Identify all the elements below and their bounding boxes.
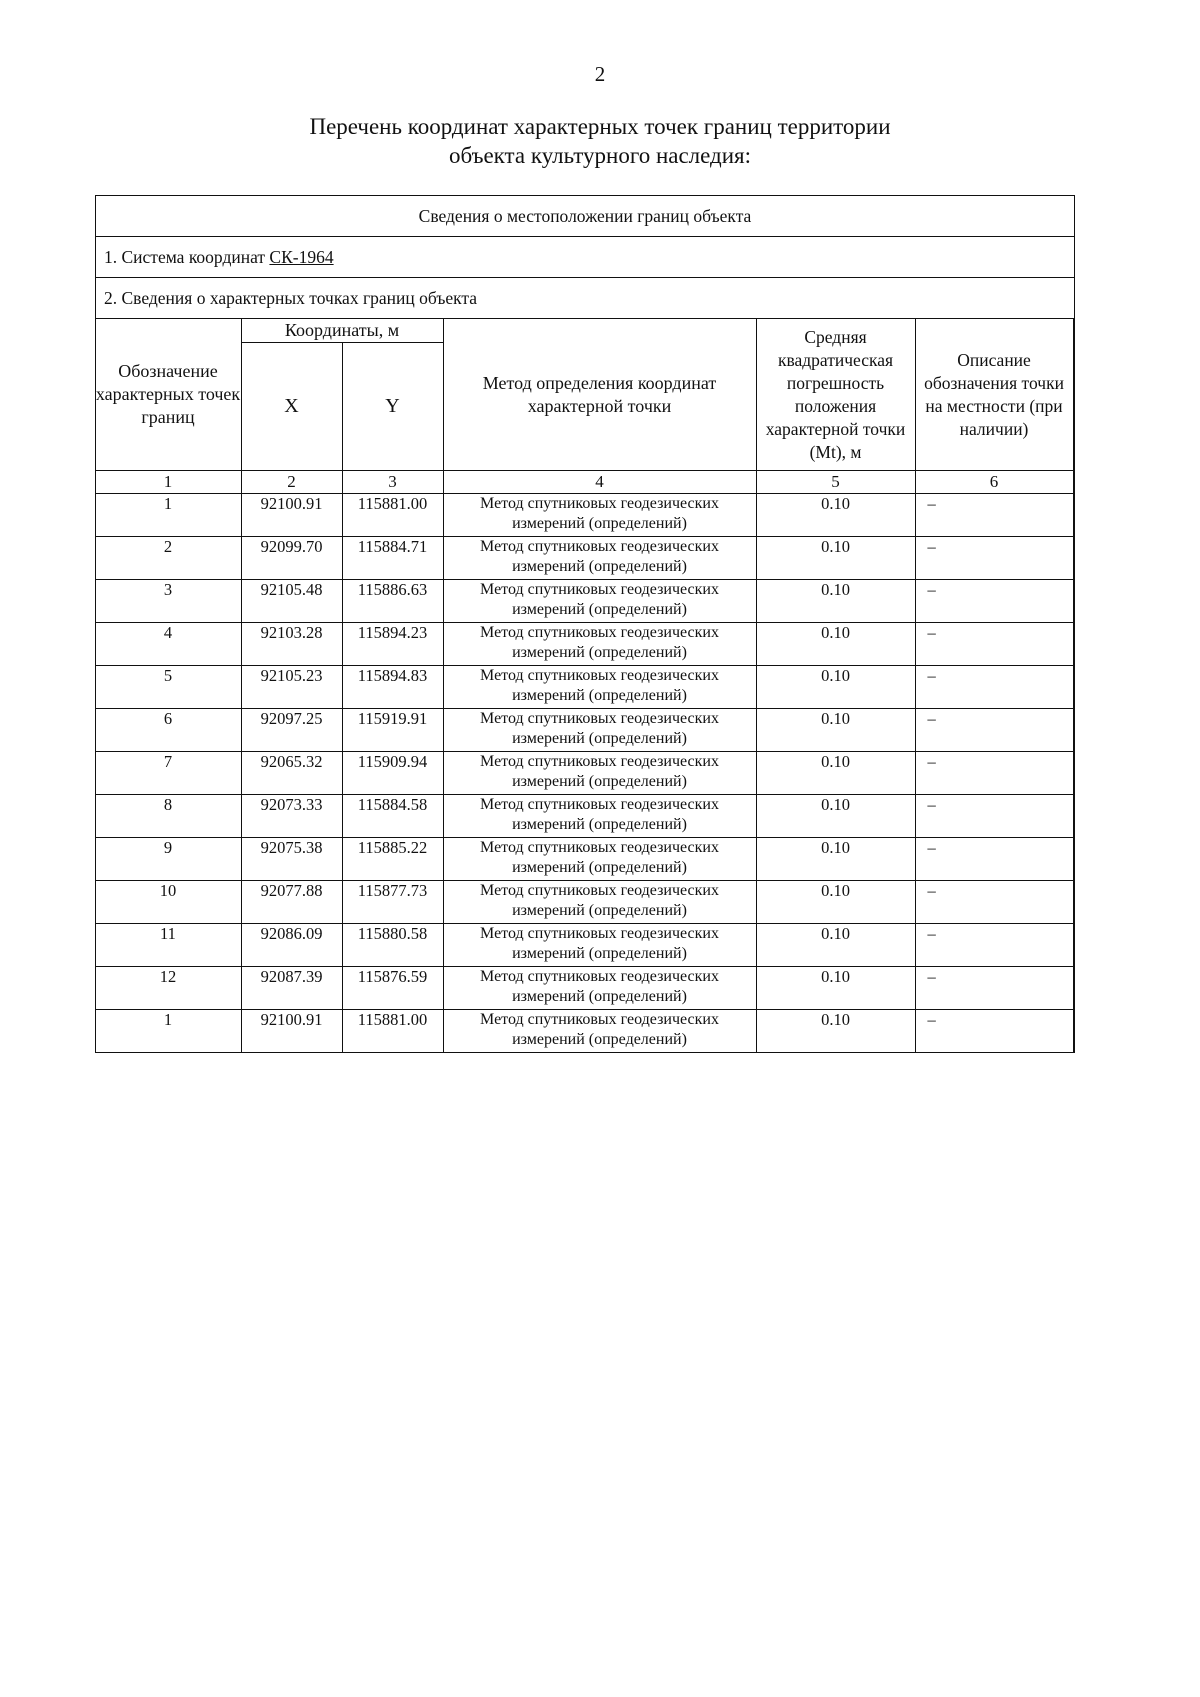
cell-y: 115885.22 <box>342 838 443 881</box>
cell-x: 92100.91 <box>241 494 342 537</box>
coordinates-table <box>95 318 1074 1053</box>
cell-y: 115884.58 <box>342 795 443 838</box>
column-number: 1 <box>95 471 241 494</box>
cell-point: 7 <box>95 752 241 795</box>
cell-description: – <box>915 752 1073 795</box>
column-numbers-row <box>95 471 1073 494</box>
cell-method: Метод спутниковых геодезических измерений (определений) <box>443 881 756 924</box>
cell-x: 92099.70 <box>241 537 342 580</box>
cell-point: 5 <box>95 666 241 709</box>
cell-y: 115877.73 <box>342 881 443 924</box>
cell-error: 0.10 <box>756 924 915 967</box>
cell-error: 0.10 <box>756 580 915 623</box>
table-row <box>95 709 1073 752</box>
cell-description: – <box>915 967 1073 1010</box>
header-designation: Обозначение характерных точек границ <box>95 319 241 471</box>
cell-error: 0.10 <box>756 666 915 709</box>
cell-error: 0.10 <box>756 537 915 580</box>
coord-system-value: СК-1964 <box>269 247 334 267</box>
cell-error: 0.10 <box>756 967 915 1010</box>
cell-description: – <box>915 838 1073 881</box>
cell-y: 115884.71 <box>342 537 443 580</box>
cell-x: 92086.09 <box>241 924 342 967</box>
cell-method: Метод спутниковых геодезических измерений (определений) <box>443 967 756 1010</box>
cell-description: – <box>915 537 1073 580</box>
cell-point: 11 <box>95 924 241 967</box>
cell-description: – <box>915 881 1073 924</box>
cell-point: 12 <box>95 967 241 1010</box>
column-number: 6 <box>915 471 1073 494</box>
cell-point: 4 <box>95 623 241 666</box>
title-line-1: Перечень координат характерных точек границ территории <box>309 114 891 139</box>
page-number: 2 <box>594 62 606 86</box>
cell-method: Метод спутниковых геодезических измерений (определений) <box>443 494 756 537</box>
cell-point: 2 <box>95 537 241 580</box>
cell-method: Метод спутниковых геодезических измерений (определений) <box>443 666 756 709</box>
coord-system-label: 1. Система координат <box>104 247 266 267</box>
cell-description: – <box>915 494 1073 537</box>
table-row <box>95 881 1073 924</box>
coordinates-table-body <box>95 494 1073 1053</box>
column-number: 4 <box>443 471 756 494</box>
cell-description: – <box>915 1010 1073 1053</box>
table-row <box>95 1010 1073 1053</box>
cell-error: 0.10 <box>756 795 915 838</box>
table-row <box>95 623 1073 666</box>
table-row <box>95 666 1073 709</box>
header-coordinates: Координаты, м <box>241 319 443 343</box>
cell-description: – <box>915 795 1073 838</box>
cell-description: – <box>915 666 1073 709</box>
header-error: Средняя квадратическая погрешность положения характерной точки (Mt), м <box>756 319 915 471</box>
cell-y: 115876.59 <box>342 967 443 1010</box>
table-row <box>95 924 1073 967</box>
cell-point: 10 <box>95 881 241 924</box>
header-x: X <box>241 343 342 471</box>
cell-method: Метод спутниковых геодезических измерений (определений) <box>443 537 756 580</box>
cell-point: 1 <box>95 494 241 537</box>
header-description: Описание обозначения точки на местности (при наличии) <box>915 319 1073 471</box>
cell-point: 6 <box>95 709 241 752</box>
table-row <box>95 752 1073 795</box>
cell-method: Метод спутниковых геодезических измерений (определений) <box>443 623 756 666</box>
cell-error: 0.10 <box>756 709 915 752</box>
table-row <box>95 580 1073 623</box>
table-row <box>95 838 1073 881</box>
cell-error: 0.10 <box>756 752 915 795</box>
cell-description: – <box>915 623 1073 666</box>
cell-y: 115886.63 <box>342 580 443 623</box>
cell-y: 115894.83 <box>342 666 443 709</box>
cell-y: 115880.58 <box>342 924 443 967</box>
cell-error: 0.10 <box>756 494 915 537</box>
header-y: Y <box>342 343 443 471</box>
points-section-label: 2. Сведения о характерных точках границ объекта <box>96 277 1074 318</box>
cell-point: 9 <box>95 838 241 881</box>
cell-error: 0.10 <box>756 623 915 666</box>
cell-method: Метод спутниковых геодезических измерений (определений) <box>443 838 756 881</box>
cell-y: 115909.94 <box>342 752 443 795</box>
cell-x: 92073.33 <box>241 795 342 838</box>
cell-x: 92087.39 <box>241 967 342 1010</box>
section-header: Сведения о местоположении границ объекта <box>96 195 1074 236</box>
cell-description: – <box>915 709 1073 752</box>
coord-system-line <box>96 236 1074 277</box>
column-number: 3 <box>342 471 443 494</box>
coordinates-form <box>95 195 1075 1053</box>
cell-x: 92075.38 <box>241 838 342 881</box>
cell-error: 0.10 <box>756 881 915 924</box>
column-number: 5 <box>756 471 915 494</box>
cell-point: 8 <box>95 795 241 838</box>
cell-point: 1 <box>95 1010 241 1053</box>
cell-y: 115919.91 <box>342 709 443 752</box>
cell-x: 92100.91 <box>241 1010 342 1053</box>
document-title <box>0 112 1200 170</box>
cell-method: Метод спутниковых геодезических измерений (определений) <box>443 709 756 752</box>
table-row <box>95 967 1073 1010</box>
cell-error: 0.10 <box>756 1010 915 1053</box>
cell-y: 115881.00 <box>342 494 443 537</box>
table-row <box>95 537 1073 580</box>
cell-x: 92105.23 <box>241 666 342 709</box>
column-number: 2 <box>241 471 342 494</box>
cell-x: 92065.32 <box>241 752 342 795</box>
cell-x: 92103.28 <box>241 623 342 666</box>
cell-description: – <box>915 924 1073 967</box>
title-line-2: объекта культурного наследия: <box>448 143 752 168</box>
table-row <box>95 795 1073 838</box>
cell-x: 92077.88 <box>241 881 342 924</box>
cell-y: 115881.00 <box>342 1010 443 1053</box>
cell-method: Метод спутниковых геодезических измерений (определений) <box>443 752 756 795</box>
cell-y: 115894.23 <box>342 623 443 666</box>
header-method: Метод определения координат характерной точки <box>443 319 756 471</box>
cell-description: – <box>915 580 1073 623</box>
cell-x: 92105.48 <box>241 580 342 623</box>
cell-method: Метод спутниковых геодезических измерений (определений) <box>443 1010 756 1053</box>
cell-method: Метод спутниковых геодезических измерений (определений) <box>443 795 756 838</box>
cell-error: 0.10 <box>756 838 915 881</box>
cell-method: Метод спутниковых геодезических измерений (определений) <box>443 580 756 623</box>
table-row <box>95 494 1073 537</box>
cell-x: 92097.25 <box>241 709 342 752</box>
cell-point: 3 <box>95 580 241 623</box>
cell-method: Метод спутниковых геодезических измерений (определений) <box>443 924 756 967</box>
